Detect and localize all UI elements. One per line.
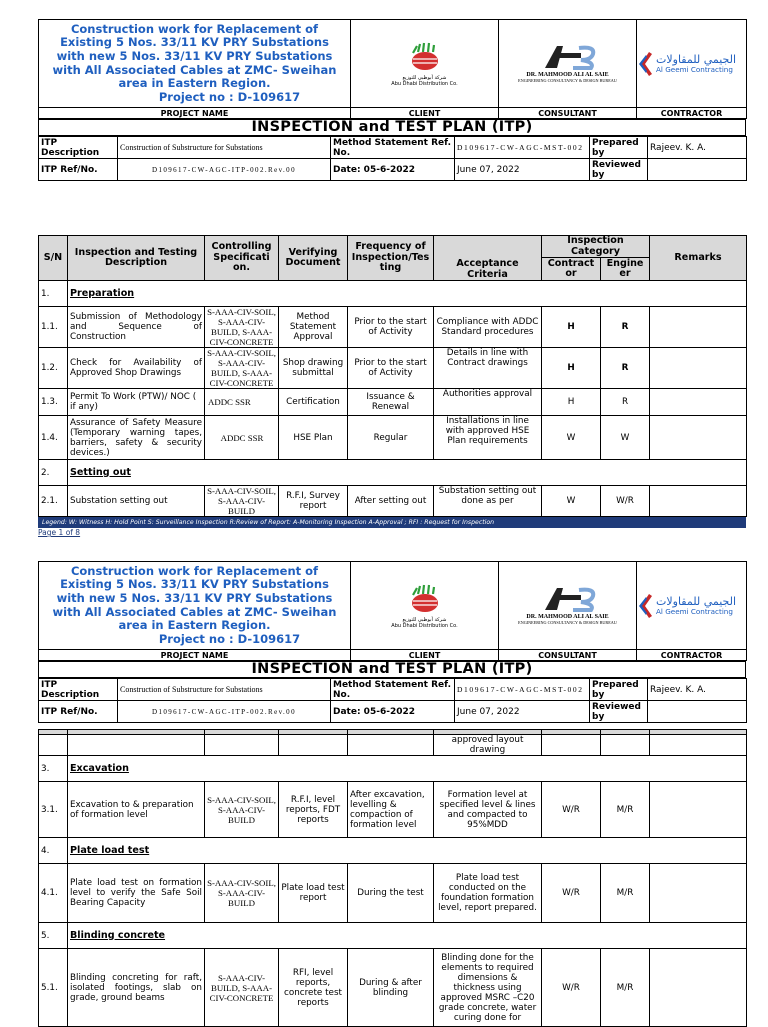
label-consultant: CONSULTANT (499, 650, 637, 661)
label-consultant: CONSULTANT (499, 108, 637, 119)
page-1-header (38, 19, 746, 181)
itp-title: INSPECTION and TEST PLAN (ITP) (39, 120, 746, 136)
itp-ref-value: D109617-CW-AGC-ITP-002.Rev.00 (118, 701, 331, 723)
prepared-by-value: Rajeev. K. A. (648, 137, 747, 159)
addc-logo-icon (408, 41, 442, 73)
col-remarks: Remarks (650, 236, 747, 281)
date-label: Date: 05-6-2022 (331, 701, 455, 723)
col-inspection-category: Inspection Category (542, 236, 650, 258)
contractor-logo: الجيمي للمقاولات Al Geemi Contracting (637, 562, 747, 650)
al-geemi-logo-icon (639, 592, 653, 620)
label-contractor: CONTRACTOR (637, 108, 747, 119)
prepared-by-value: Rajeev. K. A. (648, 679, 747, 701)
client-logo: شركة أبوظبي للتوزيع Abu Dhabi Distribution Co. (351, 562, 499, 650)
table-row: 1.1. Submission of Methodology and Sequence of Construction S-AAA-CIV-SOIL, S-AAA-CIV-BUILD, S-AAA-CIV-CONCRETE Method Statement Approval Prior to the start of Activity Compliance with ADDC Standard procedures H R (39, 307, 747, 348)
date-label: Date: 05-6-2022 (331, 159, 455, 181)
section-row: 5. Blinding concrete (39, 923, 747, 949)
col-frequency: Frequency of Inspection/Tes ting (348, 236, 434, 281)
table-row: 1.4. Assurance of Safety Measure (Temporary warning tapes, barriers, safety & security devices.) ADDC SSR HSE Plan Regular Installations in line with approved HSE Plan requirements W W (39, 416, 747, 460)
reviewed-by-value (648, 159, 747, 181)
table-row: 2.1. Substation setting out S-AAA-CIV-SOIL, S-AAA-CIV-BUILD R.F.I, Survey report After setting out Substation setting out done as per W W/R (39, 486, 747, 517)
itp-ref-label: ITP Ref/No. (39, 701, 118, 723)
itp-description: Construction of Substructure for Substations (118, 137, 331, 159)
prepared-by-label: Prepared by (590, 137, 648, 159)
itp-description-label: ITP Description (39, 679, 118, 701)
itp-ref-label: ITP Ref/No. (39, 159, 118, 181)
project-title: Construction work for Replacement of Existing 5 Nos. 33/11 KV PRY Substations with new 5 Nos. 33/11 KV PRY Substations with All Associated Cables at ZMC- Sweihan area in Eastern Region. Project no : D-109617 (39, 562, 351, 650)
col-acceptance: Acceptance Criteria (434, 236, 542, 281)
consultant-logo: DR. MAHMOOD ALI AL SAIE ENGINEERING CONSULTANCY & DESIGN BUREAU (499, 20, 637, 108)
date-value: June 07, 2022 (455, 701, 590, 723)
addc-logo-icon (408, 583, 442, 615)
table-row: 1.3. Permit To Work (PTW)/ NOC ( if any) ADDC SSR Certification Issuance & Renewal Authorities approval H R (39, 389, 747, 416)
reviewed-by-label: Reviewed by (590, 159, 648, 181)
itp-title: INSPECTION and TEST PLAN (ITP) (39, 662, 746, 678)
table-row: 3.1. Excavation to & preparation of formation level S-AAA-CIV-SOIL, S-AAA-CIV-BUILD R.F.I, level reports, FDT reports After excavation, levelling & compaction of formation level Formation level at specified level & lines and compacted to 95%MDD W/R M/R (39, 782, 747, 838)
date-value: June 07, 2022 (455, 159, 590, 181)
prepared-by-label: Prepared by (590, 679, 648, 701)
consultant-logo-icon (533, 44, 603, 70)
reviewed-by-value (648, 701, 747, 723)
col-controlling-spec: Controlling Specificati on. (205, 236, 279, 281)
reviewed-by-label: Reviewed by (590, 701, 648, 723)
label-contractor: CONTRACTOR (637, 650, 747, 661)
ms-ref-label: Method Statement Ref. No. (331, 137, 455, 159)
itp-ref-value: D109617-CW-AGC-ITP-002.Rev.00 (118, 159, 331, 181)
page-2-header (38, 561, 746, 723)
table-row: 1.2. Check for Availability of Approved Shop Drawings S-AAA-CIV-SOIL, S-AAA-CIV-BUILD, S-AAA-CIV-CONCRETE Shop drawing submittal Prior to the start of Activity Details in line with Contract drawings H R (39, 348, 747, 389)
col-contractor: Contract or (542, 258, 601, 281)
label-client: CLIENT (351, 650, 499, 661)
section-row: 3. Excavation (39, 756, 747, 782)
client-logo: شركة أبوظبي للتوزيع Abu Dhabi Distribution Co. (351, 20, 499, 108)
label-project-name: PROJECT NAME (39, 108, 351, 119)
page-2-itp-table (38, 729, 746, 1027)
itp-description: Construction of Substructure for Substations (118, 679, 331, 701)
ms-ref-value: D109617-CW-AGC-MST-002 (455, 679, 590, 701)
consultant-logo: DR. MAHMOOD ALI AL SAIE ENGINEERING CONSULTANCY & DESIGN BUREAU (499, 562, 637, 650)
col-description: Inspection and Testing Description (68, 236, 205, 281)
table-row: 4.1. Plate load test on formation level to verify the Safe Soil Bearing Capacity S-AAA-CIV-SOIL, S-AAA-CIV-BUILD Plate load test report During the test Plate load test conducted on the foundation formation level, report prepared. W/R M/R (39, 864, 747, 923)
col-sn: S/N (39, 236, 68, 281)
col-engineer: Engine er (601, 258, 650, 281)
ms-ref-value: D109617-CW-AGC-MST-002 (455, 137, 590, 159)
legend-bar: Legend: W: Witness H: Hold Point S: Surveillance Inspection R:Review of Report: A-Monitoring Inspection A-Approval ; RFI : Request for Inspection (38, 517, 746, 528)
carry-over-row: approved layout drawing (39, 735, 747, 756)
col-verifying-doc: Verifying Document (279, 236, 348, 281)
consultant-logo-icon (533, 586, 603, 612)
project-title: Construction work for Replacement of Existing 5 Nos. 33/11 KV PRY Substations with new 5 Nos. 33/11 KV PRY Substations with All Associated Cables at ZMC- Sweihan area in Eastern Region. Project no : D-109617 (39, 20, 351, 108)
itp-description-label: ITP Description (39, 137, 118, 159)
ms-ref-label: Method Statement Ref. No. (331, 679, 455, 701)
page-number-link[interactable]: Page 1 of 8 (38, 528, 81, 537)
section-row: 4. Plate load test (39, 838, 747, 864)
label-project-name: PROJECT NAME (39, 650, 351, 661)
label-client: CLIENT (351, 108, 499, 119)
section-row: 2. Setting out (39, 460, 747, 486)
al-geemi-logo-icon (639, 50, 653, 78)
section-row: 1. Preparation (39, 281, 747, 307)
contractor-logo: الجيمي للمقاولات Al Geemi Contracting (637, 20, 747, 108)
table-row: 5.1. Blinding concreting for raft, isolated footings, slab on grade, ground beams S-AAA-CIV-BUILD, S-AAA-CIV-CONCRETE RFI, level reports, concrete test reports During & after blinding Blinding done for the elements to required dimensions & thickness using approved MSRC –C20 grade concrete, water curing done for W/R M/R (39, 949, 747, 1027)
page-1-itp-table (38, 235, 746, 537)
